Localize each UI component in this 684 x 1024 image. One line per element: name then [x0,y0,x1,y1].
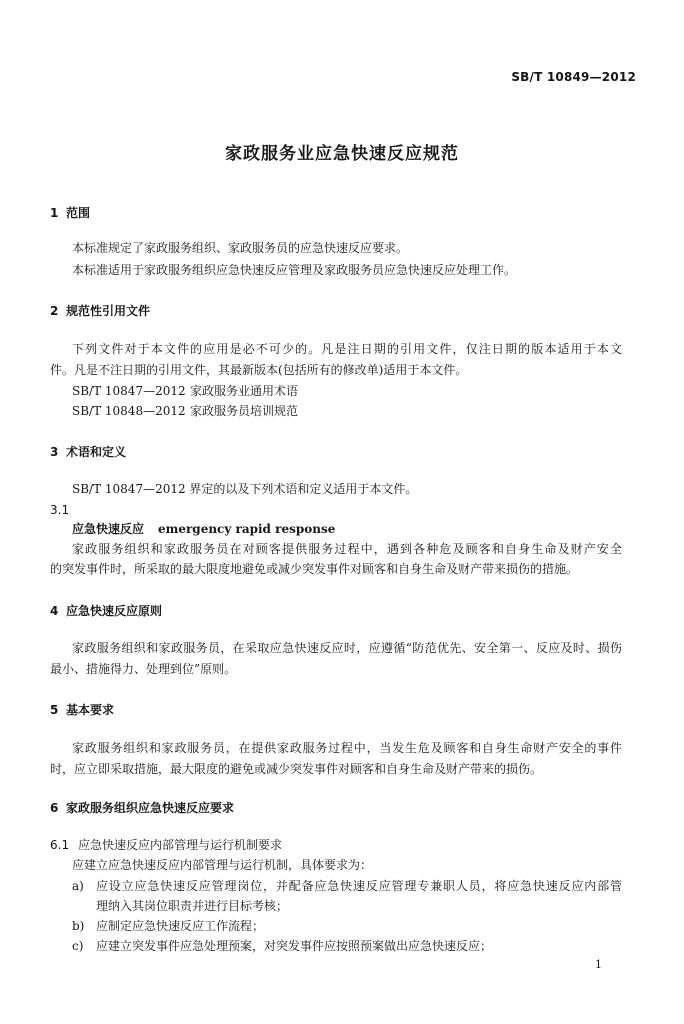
paragraph-line: 本标准适用于家政服务组织应急快速反应管理及家政服务员应急快速反应处理工作。 [72,263,517,277]
paragraph-line: 家政服务组织和家政服务员，在提供家政服务过程中，当发生危及顾客和自身生命财产安全的事件 [72,741,622,755]
section-title: 规范性引用文件 [66,304,151,318]
section-title: 应急快速反应原则 [66,604,163,618]
reference-name: 家政服务业通用术语 [190,384,299,398]
section-5-heading [50,701,114,718]
section-number: 5 [50,703,59,717]
list-item-text: 应设立应急快速反应管理岗位，并配备应急快速反应管理专兼职人员，将应急快速反应内部管 [96,879,622,893]
paragraph-line: 件。凡是不注日期的引用文件，其最新版本(包括所有的修改单)适用于本文件。 [50,363,468,377]
section-title: 家政服务组织应急快速反应要求 [66,801,235,815]
list-item-text: 应制定应急快速反应工作流程； [96,919,265,933]
section-3-heading [50,443,126,460]
subsection-heading [50,837,282,853]
paragraph-line: 家政服务组织和家政服务员，在采取应急快速反应时，应遵循“防范优先、安全第一、反应及时、损伤 [72,641,622,655]
section-6-heading [50,799,234,816]
section-number: 3 [50,445,59,459]
page-number: 1 [595,958,602,971]
subsection-title: 应急快速反应内部管理与运行机制要求 [78,838,283,852]
paragraph-line: 最小、措施得力、处理到位”原则。 [50,662,237,676]
reference-item [72,403,298,419]
paragraph-line: 的突发事件时，所采取的最大限度地避免或减少突发事件对顾客和自身生命及财产带来损伤的措施。 [50,562,579,576]
section-number: 4 [50,604,59,618]
list-item-text: 应建立突发事件应急处理预案，对突发事件应按照预案做出应急快速反应； [96,939,493,953]
paragraph-line: 时，应立即采取措施，最大限度的避免或减少突发事件对顾客和自身生命及财产带来的损伤。 [50,762,543,776]
term-english: emergency rapid response [158,522,336,536]
paragraph-line: 应建立应急快速反应内部管理与运行机制，具体要求为： [72,858,373,872]
section-number: 6 [50,801,59,815]
list-item-mark: a) [72,879,84,893]
list-item-text: 理纳入其岗位职责并进行目标考核； [96,899,289,913]
standard-code: SB/T 10849—2012 [511,70,636,84]
reference-name: 家政服务员培训规范 [190,404,299,418]
section-4-heading [50,602,162,619]
reference-code: SB/T 10847—2012 [72,384,186,398]
paragraph-line: 下列文件对于本文件的应用是必不可少的。凡是注日期的引用文件，仅注日期的版本适用于本文 [72,342,622,356]
subsection-number: 3.1 [50,503,70,517]
paragraph-line: SB/T 10847—2012 界定的以及下列术语和定义适用于本文件。 [72,482,418,496]
subsection-number: 6.1 [50,838,70,852]
paragraph-line: 家政服务组织和家政服务员在对顾客提供服务过程中，遇到各种危及顾客和自身生命及财产安全 [72,542,622,556]
section-2-heading [50,302,150,319]
term-chinese: 应急快速反应 [72,522,145,536]
document-title: 家政服务业应急快速反应规范 [225,144,459,164]
section-title: 术语和定义 [66,445,127,459]
section-title: 范围 [66,206,91,220]
reference-item [72,383,298,399]
list-item-mark: c) [72,939,84,953]
term-entry [72,521,335,537]
paragraph-line: 本标准规定了家政服务组织、家政服务员的应急快速反应要求。 [72,241,409,255]
section-number: 1 [50,206,59,220]
section-1-heading [50,204,90,221]
reference-code: SB/T 10848—2012 [72,404,186,418]
section-number: 2 [50,304,59,318]
list-item-mark: b) [72,919,85,933]
section-title: 基本要求 [66,703,115,717]
